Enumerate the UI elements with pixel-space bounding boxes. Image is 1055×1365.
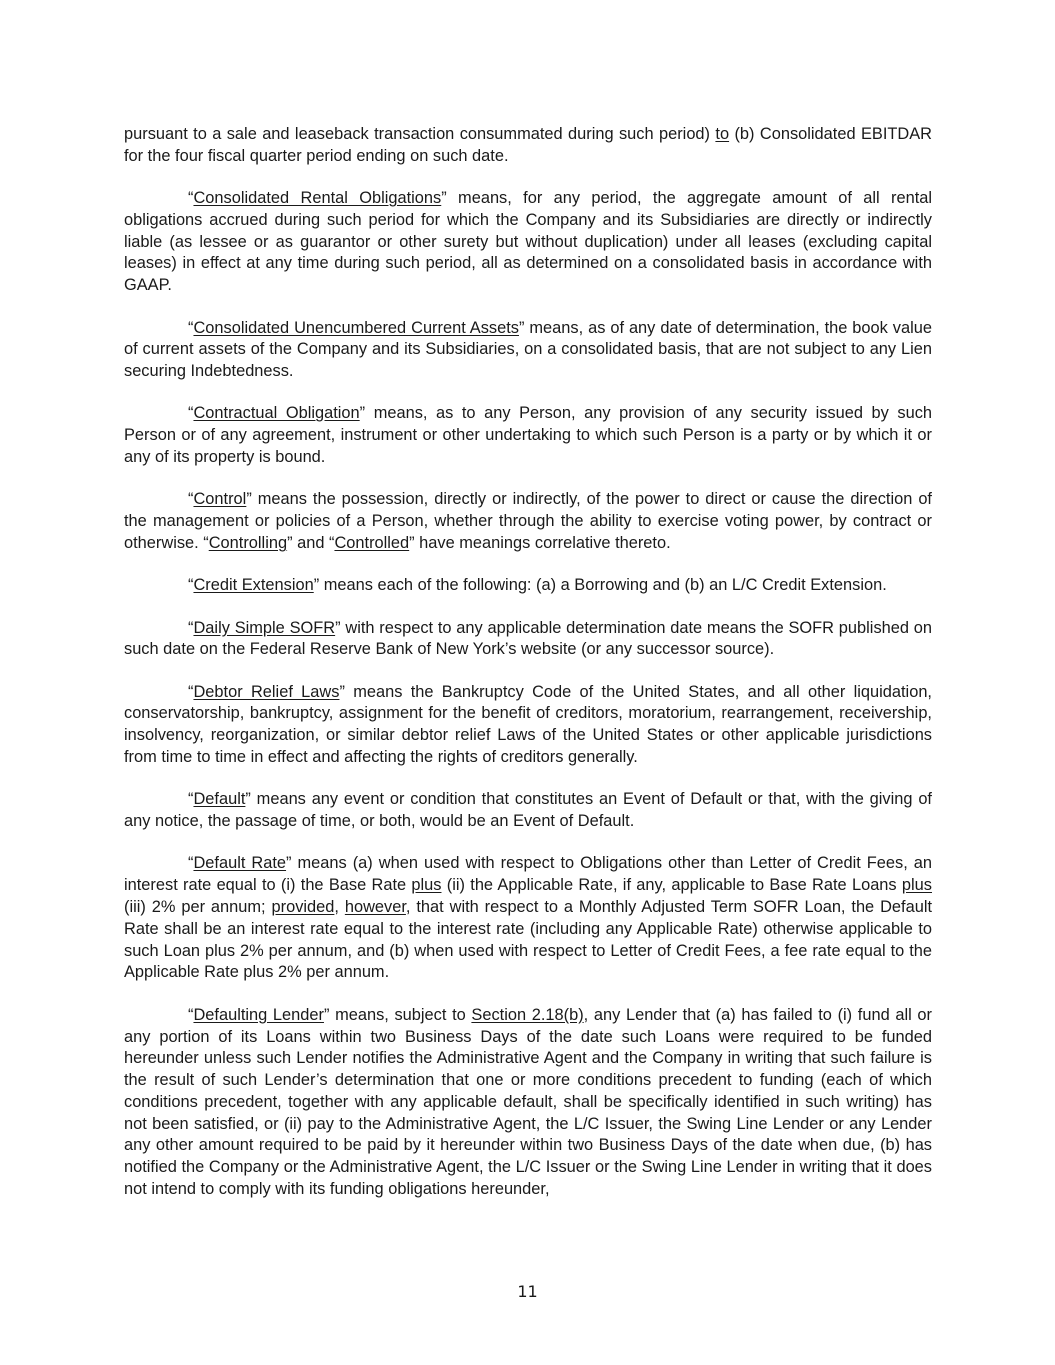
definition-contractual-obligation <box>124 403 932 468</box>
underlined-term: Default <box>193 790 246 809</box>
underlined-term: plus <box>901 876 932 895</box>
text-run: “ <box>188 854 194 873</box>
text-run: (ii) the Applicable Rate, if any, applicable to Base Rate Loans <box>441 876 902 895</box>
text-run: “ <box>188 618 194 637</box>
text-run: ” means (a) when used with respect to Obligations other than Letter of Credit Fees, an interest rate equal to (i) the Base Rate <box>124 854 933 895</box>
underlined-term: Controlled <box>334 533 410 552</box>
definition-consolidated-unencumbered-current-assets <box>124 318 932 383</box>
underlined-term: Default Rate <box>193 854 287 873</box>
paragraph <box>124 124 932 168</box>
page-number: 11 <box>517 1282 538 1301</box>
text-run: pursuant to a sale and leaseback transaction consummated during such period) <box>124 125 716 143</box>
document-body <box>124 124 932 1221</box>
underlined-term: Controlling <box>208 533 288 552</box>
underlined-term: Control <box>193 490 247 509</box>
underlined-term: plus <box>411 876 442 895</box>
underlined-term: Contractual Obligation <box>193 404 360 423</box>
text-run: ” means the Bankruptcy Code of the United States, and all other liquidation, conservatorship, bankruptcy, assignment for the benefit of creditors, moratorium, rearrangement, receivership, insolvency, reorganization, or similar debtor relief Laws of the United States or other applicable jurisdictions from time to time in effect and affecting the rights of creditors generally. <box>124 682 932 767</box>
text-run: “ <box>188 490 194 509</box>
text-run: (b) Consolidated EBITDAR for the four fiscal quarter period ending on such date. <box>124 125 932 165</box>
definition-default-rate <box>124 853 932 984</box>
text-run: ” and “ <box>287 533 335 552</box>
underlined-term: Consolidated Unencumbered Current Assets <box>193 318 519 337</box>
definition-credit-extension <box>124 575 932 597</box>
text-run: “ <box>188 682 194 701</box>
definition-defaulting-lender <box>124 1005 932 1201</box>
underlined-term: provided <box>271 898 335 917</box>
text-run: ” with respect to any applicable determination date means the SOFR published on such date on the Federal Reserve Bank of New York’s website (or any successor source). <box>124 618 933 659</box>
text-run: “ <box>188 404 194 423</box>
text-run: “ <box>188 318 194 337</box>
underlined-term: Debtor Relief Laws <box>193 682 340 701</box>
text-run: ” means each of the following: (a) a Borrowing and (b) an L/C Credit Extension. <box>313 576 887 595</box>
definition-consolidated-rental-obligations <box>124 188 932 297</box>
text-run: ” means the possession, directly or indirectly, of the power to direct or cause the direction of the management or policies of a Person, whether through the ability to exercise voting power, by contract or otherwise. “ <box>124 490 932 552</box>
definition-control <box>124 489 932 554</box>
underlined-term: to <box>715 125 730 143</box>
text-run: “ <box>188 790 194 809</box>
text-run: “ <box>188 189 194 208</box>
underlined-term: Daily Simple SOFR <box>193 618 336 637</box>
text-run: ” means any event or condition that constitutes an Event of Default or that, with the giving of any notice, the passage of time, or both, would be an Event of Default. <box>124 790 932 831</box>
underlined-term: Credit Extension <box>193 576 314 595</box>
text-run: ” means, subject to <box>323 1005 472 1024</box>
underlined-term: Consolidated Rental Obligations <box>193 189 442 208</box>
text-run: “ <box>188 576 194 595</box>
definition-daily-simple-sofr <box>124 618 932 662</box>
text-run: ” have meanings correlative thereto. <box>409 533 671 552</box>
text-run: , that with respect to a Monthly Adjusted Term SOFR Loan, the Default Rate shall be an interest rate equal to the interest rate (including any Applicable Rate) otherwise applicable to such Loan plus 2% per annum, and (b) when used with respect to Letter of Credit Fees, a fee rate equal to the Applicable Rate plus 2% per annum. <box>124 898 933 982</box>
text-run: ” means, as to any Person, any provision of any security issued by such Person or of any agreement, instrument or other undertaking to which such Person is a party or by which it or any of its property is bound. <box>124 404 933 467</box>
text-run: ” means, as of any date of determination, the book value of current assets of the Company and its Subsidiaries, on a consolidated basis, that are not subject to any Lien securing Indebtedness. <box>124 318 932 381</box>
underlined-term: however <box>344 898 406 917</box>
text-run: (iii) 2% per annum; <box>124 898 272 917</box>
definition-default <box>124 789 932 833</box>
text-run: “ <box>188 1005 194 1024</box>
text-run: ” means, for any period, the aggregate amount of all rental obligations accrued during such period for which the Company and its Subsidiaries are directly or indirectly liable (as lessee or as guarantor or other surety but without duplication) under all leases (excluding capital leases) in effect at any time during such period, all as determined on a consolidated basis in accordance with GAAP. <box>124 189 933 295</box>
text-run: , any Lender that (a) has failed to (i) fund all or any portion of its Loans within two Business Days of the date such Loans were required to be funded hereunder unless such Lender notifies the Administrative Agent and the Company in writing that such failure is the result of such Lender’s determination that one or more conditions precedent to funding (each of which conditions precedent, together with any applicable default, shall be specifically identified in such writing) has not been satisfied, or (ii) pay to the Administrative Agent, the L/C Issuer, the Swing Line Lender or any Lender any other amount required to be paid by it hereunder within two Business Days of the date when due, (b) has notified the Company or the Administrative Agent, the L/C Issuer or the Swing Line Lender in writing that it does not intend to comply with its funding obligations hereunder, <box>124 1005 932 1199</box>
underlined-term: Section 2.18(b) <box>471 1005 584 1024</box>
definition-debtor-relief-laws <box>124 682 932 769</box>
underlined-term: Defaulting Lender <box>193 1005 324 1024</box>
text-run: , <box>334 898 345 917</box>
